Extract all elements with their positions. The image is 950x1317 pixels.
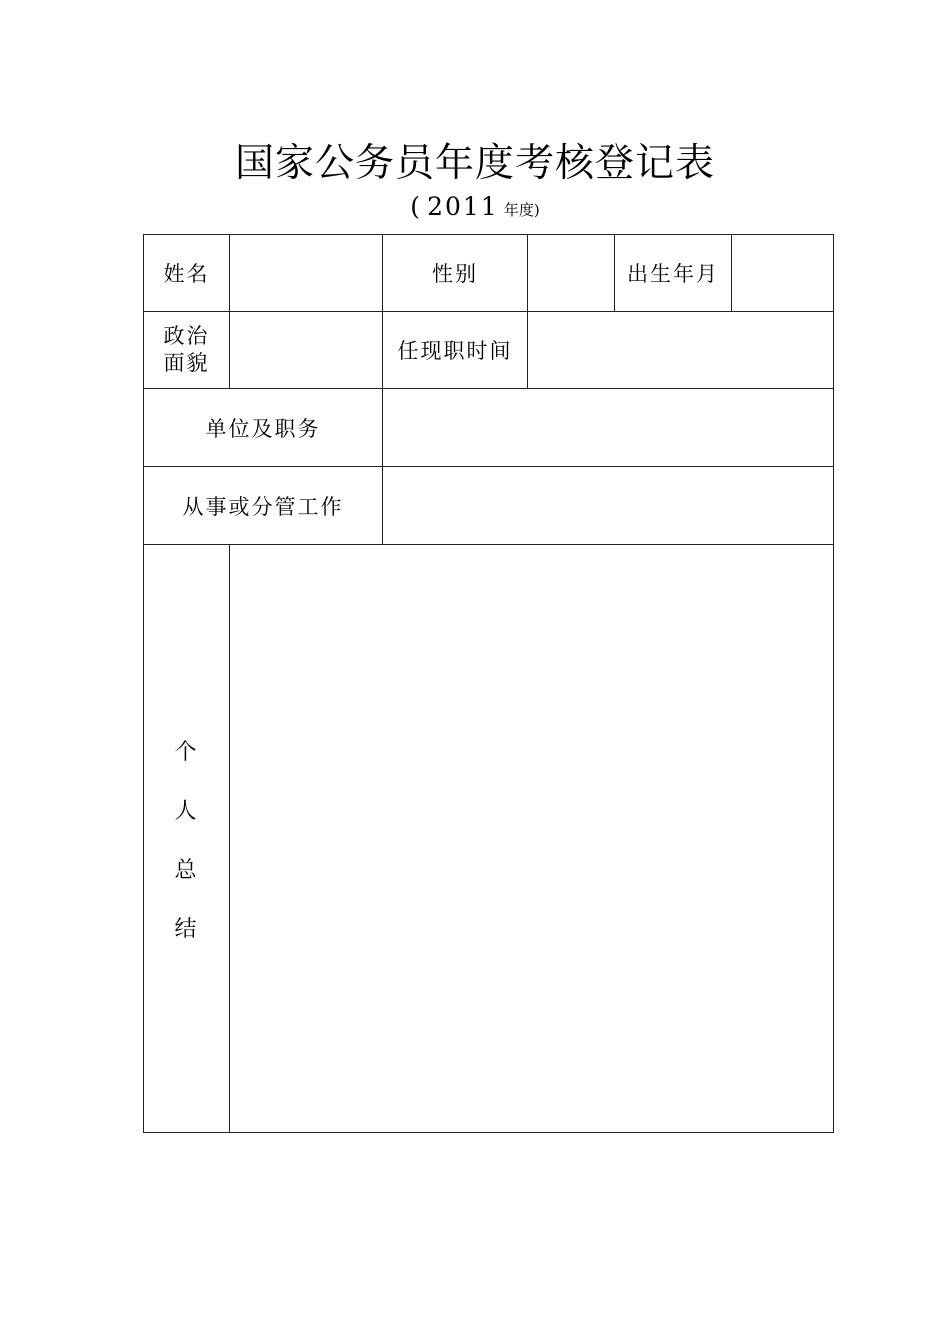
tenure-label: 任现职时间 xyxy=(397,339,513,363)
personal-summary-field[interactable] xyxy=(230,545,833,1132)
form-border-right xyxy=(833,234,834,1133)
birth-date-label: 出生年月 xyxy=(627,262,719,286)
subtitle-unit: 年度 xyxy=(503,201,534,219)
summary-char-4: 结 xyxy=(174,916,199,942)
unit-position-field[interactable] xyxy=(383,389,833,466)
birth-date-field[interactable] xyxy=(732,235,833,311)
gender-label: 性别 xyxy=(432,262,478,286)
summary-char-2: 人 xyxy=(174,798,199,824)
name-label: 姓名 xyxy=(163,262,210,286)
summary-char-3: 总 xyxy=(174,857,199,883)
subtitle-close-paren: ) xyxy=(533,201,540,219)
work-duties-field[interactable] xyxy=(383,467,833,544)
name-field[interactable] xyxy=(230,235,382,311)
tenure-field[interactable] xyxy=(528,312,833,388)
unit-position-label: 单位及职务 xyxy=(205,416,321,441)
political-status-label xyxy=(144,312,229,388)
gender-field[interactable] xyxy=(528,235,614,311)
subtitle-open-paren: ( xyxy=(410,192,423,221)
political-status-field[interactable] xyxy=(230,312,382,388)
form-border-bottom xyxy=(143,1132,834,1133)
political-status-label-line2: 面貌 xyxy=(163,351,210,375)
work-duties-label: 从事或分管工作 xyxy=(182,494,344,519)
personal-summary-label xyxy=(144,545,229,1132)
summary-char-1: 个 xyxy=(174,739,199,765)
political-status-label-line1: 政治 xyxy=(163,324,210,348)
document-title: 国家公务员年度考核登记表 xyxy=(234,141,715,186)
subtitle-year: 2011 xyxy=(427,192,499,221)
